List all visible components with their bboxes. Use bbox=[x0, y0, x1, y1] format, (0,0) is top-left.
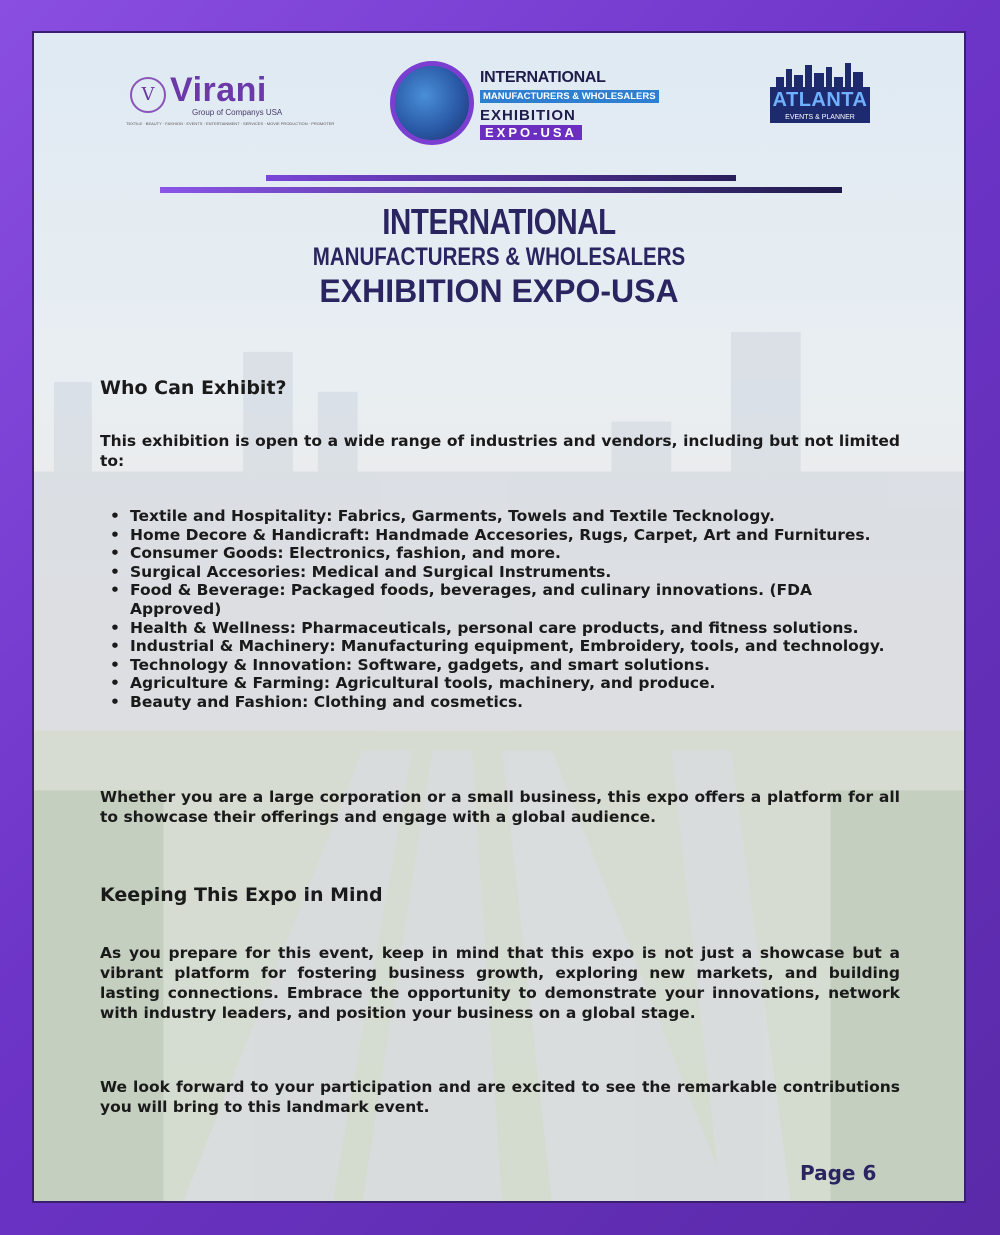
list-item: • Home Decore & Handicraft: Handmade Accesories, Rugs, Carpet, Art and Furnitures. bbox=[130, 526, 900, 545]
section2-paragraph1: As you prepare for this event, keep in mind that this expo is not just a showcase but a vibrant platform for fostering business growth, exploring new markets, and building lasting connections. Embrace the opportunity to demonstrate your innovations, network with industry leaders, and position your business on a global stage. bbox=[100, 944, 900, 1022]
divider-top bbox=[266, 175, 736, 181]
page-content bbox=[34, 33, 964, 1201]
page-number: Page 6 bbox=[800, 1161, 877, 1185]
industry-list bbox=[100, 507, 900, 712]
expo-logo-line4: EXPO-USA bbox=[480, 125, 582, 140]
expo-logo bbox=[386, 57, 656, 157]
list-item: • Surgical Accesories: Medical and Surgical Instruments. bbox=[130, 563, 900, 582]
virani-emblem-icon: V bbox=[130, 77, 166, 113]
list-item: • Technology & Innovation: Software, gadgets, and smart solutions. bbox=[130, 656, 900, 675]
expo-logo-line3: EXHIBITION bbox=[480, 107, 576, 124]
virani-name: Virani bbox=[170, 71, 267, 109]
globe-icon bbox=[390, 61, 474, 145]
virani-logo bbox=[126, 71, 335, 133]
list-item: • Industrial & Machinery: Manufacturing equipment, Embroidery, tools, and technology. bbox=[130, 637, 900, 656]
list-item: • Beauty and Fashion: Clothing and cosmetics. bbox=[130, 693, 900, 712]
list-item: • Health & Wellness: Pharmaceuticals, personal care products, and fitness solutions. bbox=[130, 619, 900, 638]
atlanta-logo bbox=[770, 63, 872, 123]
section2-paragraph2: We look forward to your participation and are excited to see the remarkable contributions you will bring to this landmark event. bbox=[100, 1078, 900, 1116]
atlanta-subtitle: EVENTS & PLANNER bbox=[770, 113, 870, 123]
atlanta-name: ATLANTA bbox=[770, 87, 870, 113]
expo-logo-line2: MANUFACTURERS & WHOLESALERS bbox=[480, 90, 659, 103]
section-closing: Whether you are a large corporation or a small business, this expo offers a platform for all to showcase their offerings and engage with a global audience. bbox=[100, 788, 900, 826]
expo-logo-line1: INTERNATIONAL bbox=[480, 69, 606, 86]
virani-subtitle: Group of Companys USA bbox=[192, 108, 283, 117]
page-frame bbox=[32, 31, 966, 1203]
list-item: • Consumer Goods: Electronics, fashion, and more. bbox=[130, 544, 900, 563]
list-item: • Textile and Hospitality: Fabrics, Garments, Towels and Textile Tecknology. bbox=[130, 507, 900, 526]
page-title-line3: EXHIBITION EXPO-USA bbox=[319, 273, 679, 309]
page-title-line2: MANUFACTURERS & WHOLESALERS bbox=[312, 243, 686, 271]
virani-tagline: TEXTILE · BEAUTY · FASHION · EVENTS · ENTERTAINMENT · SERVICES · MOVIE PRODUCTION · PROMOTER bbox=[126, 121, 335, 126]
page-title-line1: INTERNATIONAL bbox=[382, 201, 616, 242]
section-heading-keeping-expo: Keeping This Expo in Mind bbox=[100, 884, 383, 906]
divider-bottom bbox=[160, 187, 842, 193]
section-heading-who-can-exhibit: Who Can Exhibit? bbox=[100, 377, 287, 399]
list-item: • Agriculture & Farming: Agricultural tools, machinery, and produce. bbox=[130, 674, 900, 693]
list-item: • Food & Beverage: Packaged foods, beverages, and culinary innovations. (FDA Approved) bbox=[130, 581, 900, 618]
section-intro: This exhibition is open to a wide range of industries and vendors, including but not limited to: bbox=[100, 432, 900, 470]
